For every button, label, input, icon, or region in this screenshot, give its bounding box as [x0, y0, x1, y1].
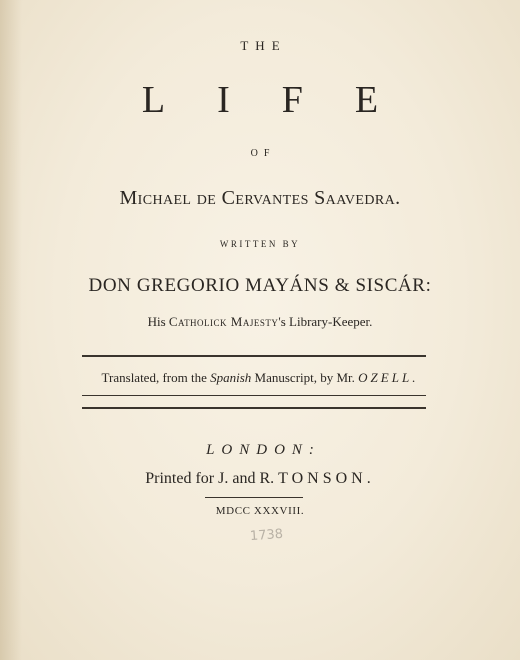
author-role-prefix: His	[147, 314, 166, 329]
imprint-place: LONDON:	[206, 442, 321, 458]
translated-prefix: Translated, from the	[101, 370, 207, 385]
heading-life: LIFE	[141, 79, 431, 121]
heading-of: OF	[250, 148, 276, 159]
translation-credit	[0, 370, 520, 386]
double-rule-lower	[82, 407, 426, 409]
author-role-title: Catholick Majesty	[168, 314, 279, 329]
translated-middle: Manuscript, by Mr.	[254, 370, 355, 385]
double-rule-upper	[82, 395, 426, 396]
date-rule	[205, 497, 303, 498]
heading-the: THE	[240, 38, 287, 53]
imprint-printer	[0, 470, 520, 488]
translated-language: Spanish	[210, 370, 252, 385]
top-rule	[82, 355, 426, 357]
written-by-label: WRITTEN BY	[219, 239, 301, 249]
author-role-suffix: 's Library-Keeper.	[278, 314, 373, 329]
subject-name: Michael de Cervantes Saavedra.	[119, 187, 401, 209]
imprint-year: MDCC XXXVIII.	[215, 505, 305, 517]
author-name: DON GREGORIO MAYÁNS & SISCÁR:	[88, 275, 432, 296]
printed-for: Printed for J. and R.	[145, 470, 275, 487]
translator-name: OZELL.	[358, 370, 419, 385]
printer-name: TONSON.	[278, 470, 375, 487]
pencil-annotation: 1738	[249, 526, 284, 545]
author-role	[0, 314, 520, 330]
